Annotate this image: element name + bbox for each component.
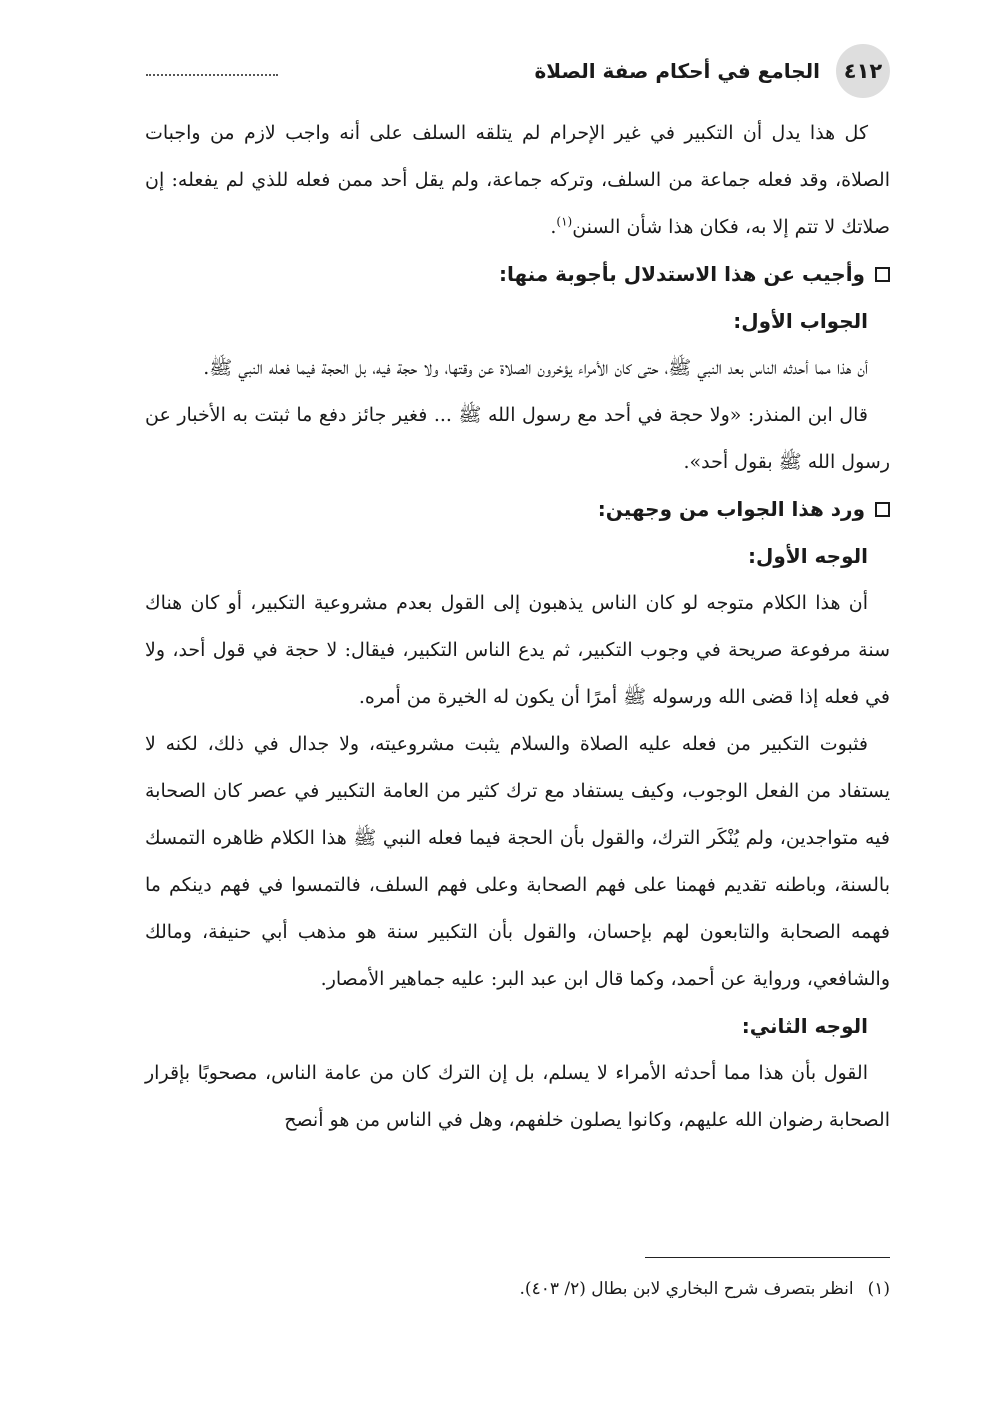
footnote <box>145 1274 890 1304</box>
checkbox-square-icon <box>875 502 890 517</box>
footnote-text: انظر بتصرف شرح البخاري لابن بطال (٢/ ٤٠٣). <box>519 1279 854 1299</box>
subheading: الوجه الأول: <box>748 544 868 568</box>
header-dotted-leader-left <box>146 74 278 76</box>
footnote-reference: (١) <box>556 214 573 229</box>
subheading: الوجه الثاني: <box>741 1014 868 1038</box>
page-header <box>145 44 890 102</box>
section-heading: ورد هذا الجواب من وجهين: <box>145 486 890 533</box>
main-text <box>145 110 890 1144</box>
footnote-number: (١) <box>867 1279 890 1299</box>
section-heading: وأجيب عن هذا الاستدلال بأجوبة منها: <box>145 251 890 298</box>
paragraph: أن هذا مما أحدثه الناس بعد النبي ﷺ، حتى كان الأمراء يؤخرون الصلاة عن وقتها، ولا حجة فيه، بل الحجة فيما فعله النبي ﷺ. <box>203 357 868 379</box>
checkbox-square-icon <box>875 267 890 282</box>
paragraph: القول بأن هذا مما أحدثه الأمراء لا يسلم، بل إن الترك كان من عامة الناس، مصحوبًا بإقرار الصحابة رضوان الله عليهم، وكانوا يصلون خلفهم، وهل في الناس من هو أنصح <box>145 1062 890 1131</box>
page-number-badge: ٤١٢ <box>836 44 890 98</box>
running-title: الجامع في أحكام صفة الصلاة <box>534 59 820 83</box>
footnote-separator <box>645 1257 890 1258</box>
quotation-paragraph: قال ابن المنذر: «ولا حجة في أحد مع رسول الله ﷺ ... فغير جائز دفع ما ثبتت به الأخبار عن رسول الله ﷺ بقول أحد». <box>145 404 890 473</box>
paragraph: فثبوت التكبير من فعله عليه الصلاة والسلام يثبت مشروعيته، ولا جدال في ذلك، لكنه لا يستفاد من الفعل الوجوب، وكيف يستفاد مع ترك كثير من العامة التكبير في عصر كان الصحابة فيه متواجدين، ولم يُنْكَر الترك، والقول بأن الحجة فيما فعله النبي ﷺ هذا الكلام ظاهره التمسك بالسنة، وباطنه تقديم فهمنا على فهم الصحابة وعلى فهم السلف، فالتمسوا في فهم دينكم ما فهمه الصحابة والتابعون لهم بإحسان، والقول بأن التكبير سنة هو مذهب أبي حنيفة، ومالك والشافعي، ورواية عن أحمد، وكما قال ابن عبد البر: عليه جماهير الأمصار. <box>145 733 890 990</box>
paragraph: أن هذا الكلام متوجه لو كان الناس يذهبون إلى القول بعدم مشروعية التكبير، أو كان هناك سنة مرفوعة صريحة في وجوب التكبير، ثم يدع الناس التكبير، فيقال: لا حجة في قول أحد، ولا في فعله إذا قضى الله ورسوله ﷺ أمرًا أن يكون له الخيرة من أمره. <box>145 592 890 708</box>
paragraph: كل هذا يدل أن التكبير في غير الإحرام لم يتلقه السلف على أنه واجب لازم من واجبات الصلاة، وقد فعله جماعة من السلف، وتركه جماعة، ولم يقل أحد ممن فعله للذي لم يفعله: إن صلاتك لا تتم إلا به، فكان هذا شأن السنن$^{(١)}$. <box>145 122 890 238</box>
subheading: الجواب الأول: <box>733 309 868 333</box>
